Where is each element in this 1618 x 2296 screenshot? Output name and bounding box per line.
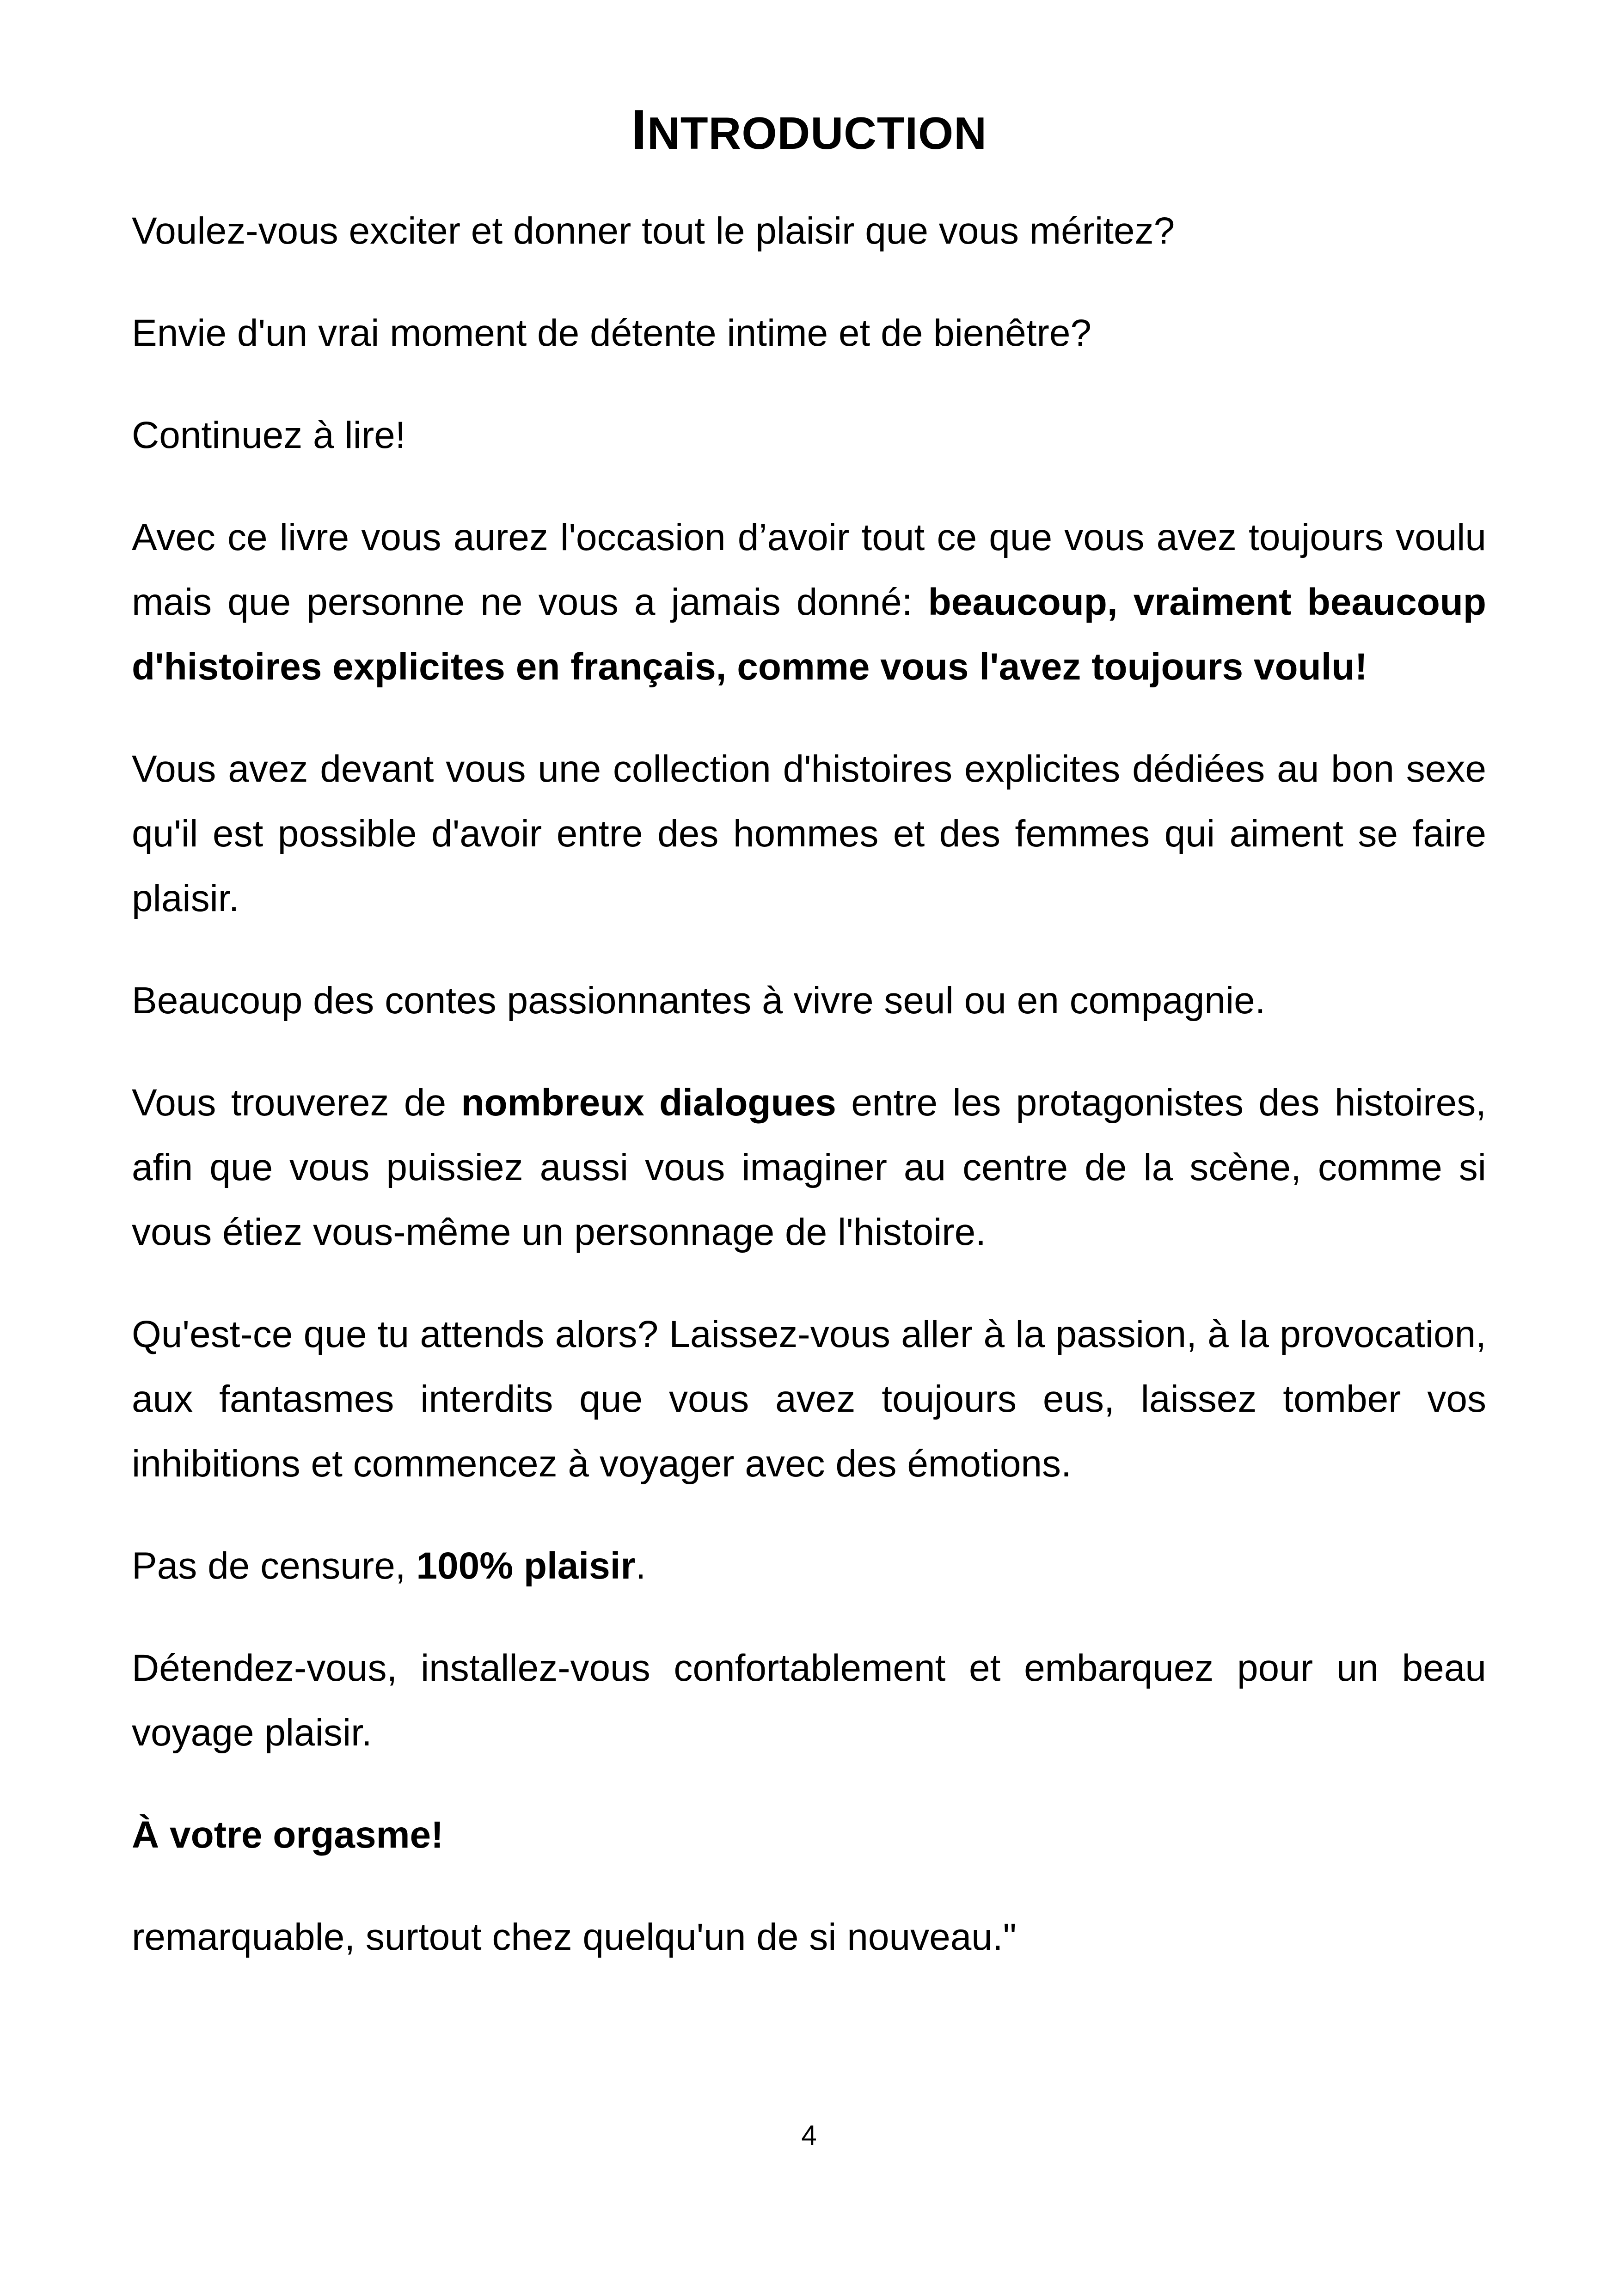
paragraph-4-bold: beaucoup, vraiment beaucoup d'histoires explicites en français, comme vous l'avez toujours voulu!: [132, 581, 1486, 688]
body-text: [132, 199, 1486, 2007]
paragraph-2: Envie d'un vrai moment de détente intime et de bienêtre?: [132, 312, 1092, 354]
paragraph-1: Voulez-vous exciter et donner tout le plaisir que vous méritez?: [132, 210, 1175, 252]
paragraph-7-before: Vous trouverez de: [132, 1082, 461, 1124]
page-title: [0, 92, 1618, 170]
page-number: 4: [801, 2120, 817, 2151]
paragraph-10: Détendez-vous, installez-vous confortablement et embarquez pour un beau voyage plaisir.: [132, 1647, 1486, 1754]
paragraph-7-bold: nombreux dialogues: [461, 1082, 836, 1124]
paragraph-9: [132, 1534, 1486, 1598]
paragraph-9-bold: 100% plaisir: [416, 1545, 636, 1587]
paragraph-9-before: Pas de censure,: [132, 1545, 417, 1587]
paragraph-4: [132, 505, 1486, 699]
title-first-letter: I: [631, 98, 647, 161]
paragraph-4-text: Avec ce livre vous aurez l'occasion d’avoir tout ce que vous avez toujours voulu mais que personne ne vous a jamais donné:: [132, 516, 1486, 623]
paragraph-7-after: entre les protagonistes des histoires, afin que vous puissiez aussi vous imaginer au centre de la scène, comme si vous étiez vous-même un personnage de l'histoire.: [132, 1082, 1486, 1253]
paragraph-9-after: .: [635, 1545, 646, 1587]
paragraph-7: [132, 1071, 1486, 1265]
paragraph-11: À votre orgasme!: [132, 1814, 444, 1856]
title-rest: NTRODUCTION: [647, 108, 987, 159]
paragraph-5: Vous avez devant vous une collection d'histoires explicites dédiées au bon sexe qu'il est possible d'avoir entre des hommes et des femmes qui aiment se faire plaisir.: [132, 748, 1486, 919]
paragraph-3: Continuez à lire!: [132, 414, 406, 456]
paragraph-8: Qu'est-ce que tu attends alors? Laissez-vous aller à la passion, à la provocation, aux fantasmes interdits que vous avez toujours eus, laissez tomber vos inhibitions et commencez à voyager avec des émotions.: [132, 1313, 1486, 1485]
paragraph-12: remarquable, surtout chez quelqu'un de si nouveau.": [132, 1916, 1017, 1958]
paragraph-6: Beaucoup des contes passionnantes à vivre seul ou en compagnie.: [132, 980, 1266, 1022]
